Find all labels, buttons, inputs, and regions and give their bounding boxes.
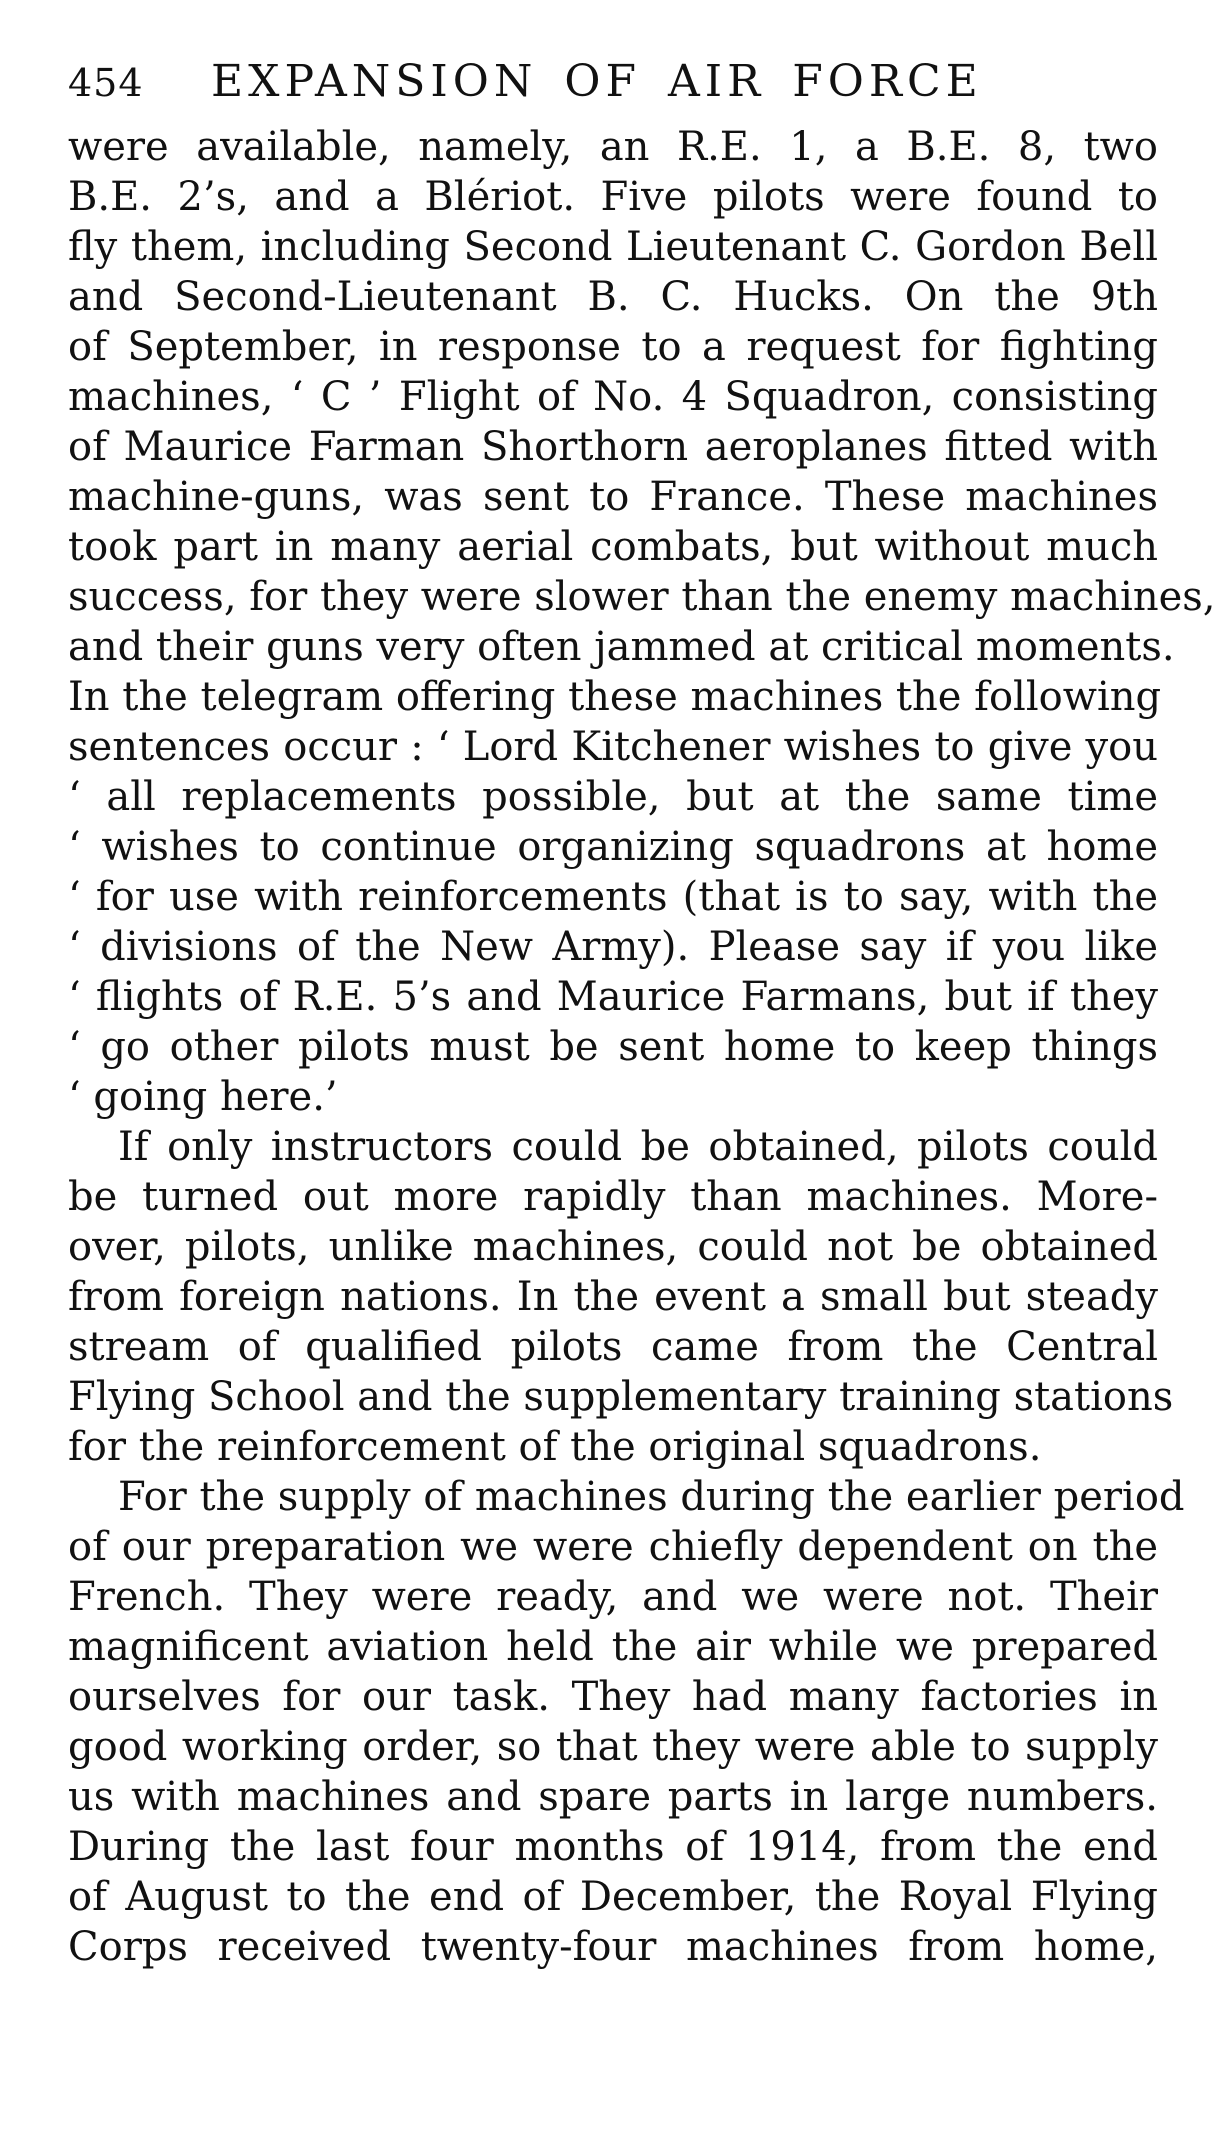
text-line: machine-guns, was sent to France. These machines <box>68 474 1158 520</box>
text-line: of our preparation we were chiefly dependent on the <box>68 1524 1158 1570</box>
quote-line: ‘ all replacements possible, but at the same time <box>68 774 1158 820</box>
paragraph-1 <box>68 122 1216 1122</box>
text-line: Corps received twenty-four machines from home, <box>68 1924 1158 1970</box>
text-line: for the reinforcement of the original squadrons. <box>68 1424 1042 1470</box>
text-line: For the supply of machines during the earlier period <box>118 1474 1185 1520</box>
quote-line: ‘ divisions of the New Army). Please say if you like <box>68 924 1158 970</box>
text-line: During the last four months of 1914, from the end <box>68 1824 1158 1870</box>
text-line: over, pilots, unlike machines, could not be obtained <box>68 1224 1158 1270</box>
text-line: stream of qualified pilots came from the Central <box>68 1324 1158 1370</box>
text-line: of August to the end of December, the Royal Flying <box>68 1874 1158 1920</box>
book-page <box>68 56 1216 1972</box>
text-line: B.E. 2’s, and a Blériot. Five pilots were found to <box>68 174 1158 220</box>
quote-line: ‘ going here.’ <box>68 1074 338 1120</box>
text-line: success, for they were slower than the enemy machines, <box>68 574 1216 620</box>
text-line: fly them, including Second Lieutenant C. Gordon Bell <box>68 224 1158 270</box>
text-line: If only instructors could be obtained, pilots could <box>118 1124 1158 1170</box>
quote-line: ‘ flights of R.E. 5’s and Maurice Farmans, but if they <box>68 974 1158 1020</box>
text-line: sentences occur : ‘ Lord Kitchener wishes to give you <box>68 724 1158 770</box>
quote-line: ‘ wishes to continue organizing squadrons at home <box>68 824 1158 870</box>
text-line: ourselves for our task. They had many factories in <box>68 1674 1158 1720</box>
text-line: machines, ‘ C ’ Flight of No. 4 Squadron, consisting <box>68 374 1158 420</box>
text-line: us with machines and spare parts in large numbers. <box>68 1774 1158 1820</box>
text-line: of September, in response to a request for fighting <box>68 324 1158 370</box>
quote-line: ‘ go other pilots must be sent home to keep things <box>68 1024 1158 1070</box>
text-line: magnificent aviation held the air while we prepared <box>68 1624 1158 1670</box>
paragraph-2 <box>68 1122 1174 1472</box>
text-line: from foreign nations. In the event a small but steady <box>68 1274 1158 1320</box>
page-header <box>68 56 1158 120</box>
paragraph-3 <box>68 1472 1185 1972</box>
text-line: and Second-Lieutenant B. C. Hucks. On the 9th <box>68 274 1158 320</box>
text-line: and their guns very often jammed at critical moments. <box>68 624 1175 670</box>
text-line: French. They were ready, and we were not. Their <box>68 1574 1158 1620</box>
text-line: good working order, so that they were able to supply <box>68 1724 1158 1770</box>
quote-line: ‘ for use with reinforcements (that is to say, with the <box>68 874 1158 920</box>
text-line: Flying School and the supplementary training stations <box>68 1374 1174 1420</box>
text-line: be turned out more rapidly than machines. More- <box>68 1174 1158 1220</box>
text-line: were available, namely, an R.E. 1, a B.E. 8, two <box>68 124 1158 170</box>
text-line: of Maurice Farman Shorthorn aeroplanes fitted with <box>68 424 1158 470</box>
page-number: 454 <box>68 61 144 105</box>
running-head: EXPANSION OF AIR FORCE <box>211 56 983 107</box>
text-line: In the telegram offering these machines the following <box>68 674 1162 720</box>
text-line: took part in many aerial combats, but without much <box>68 524 1158 570</box>
